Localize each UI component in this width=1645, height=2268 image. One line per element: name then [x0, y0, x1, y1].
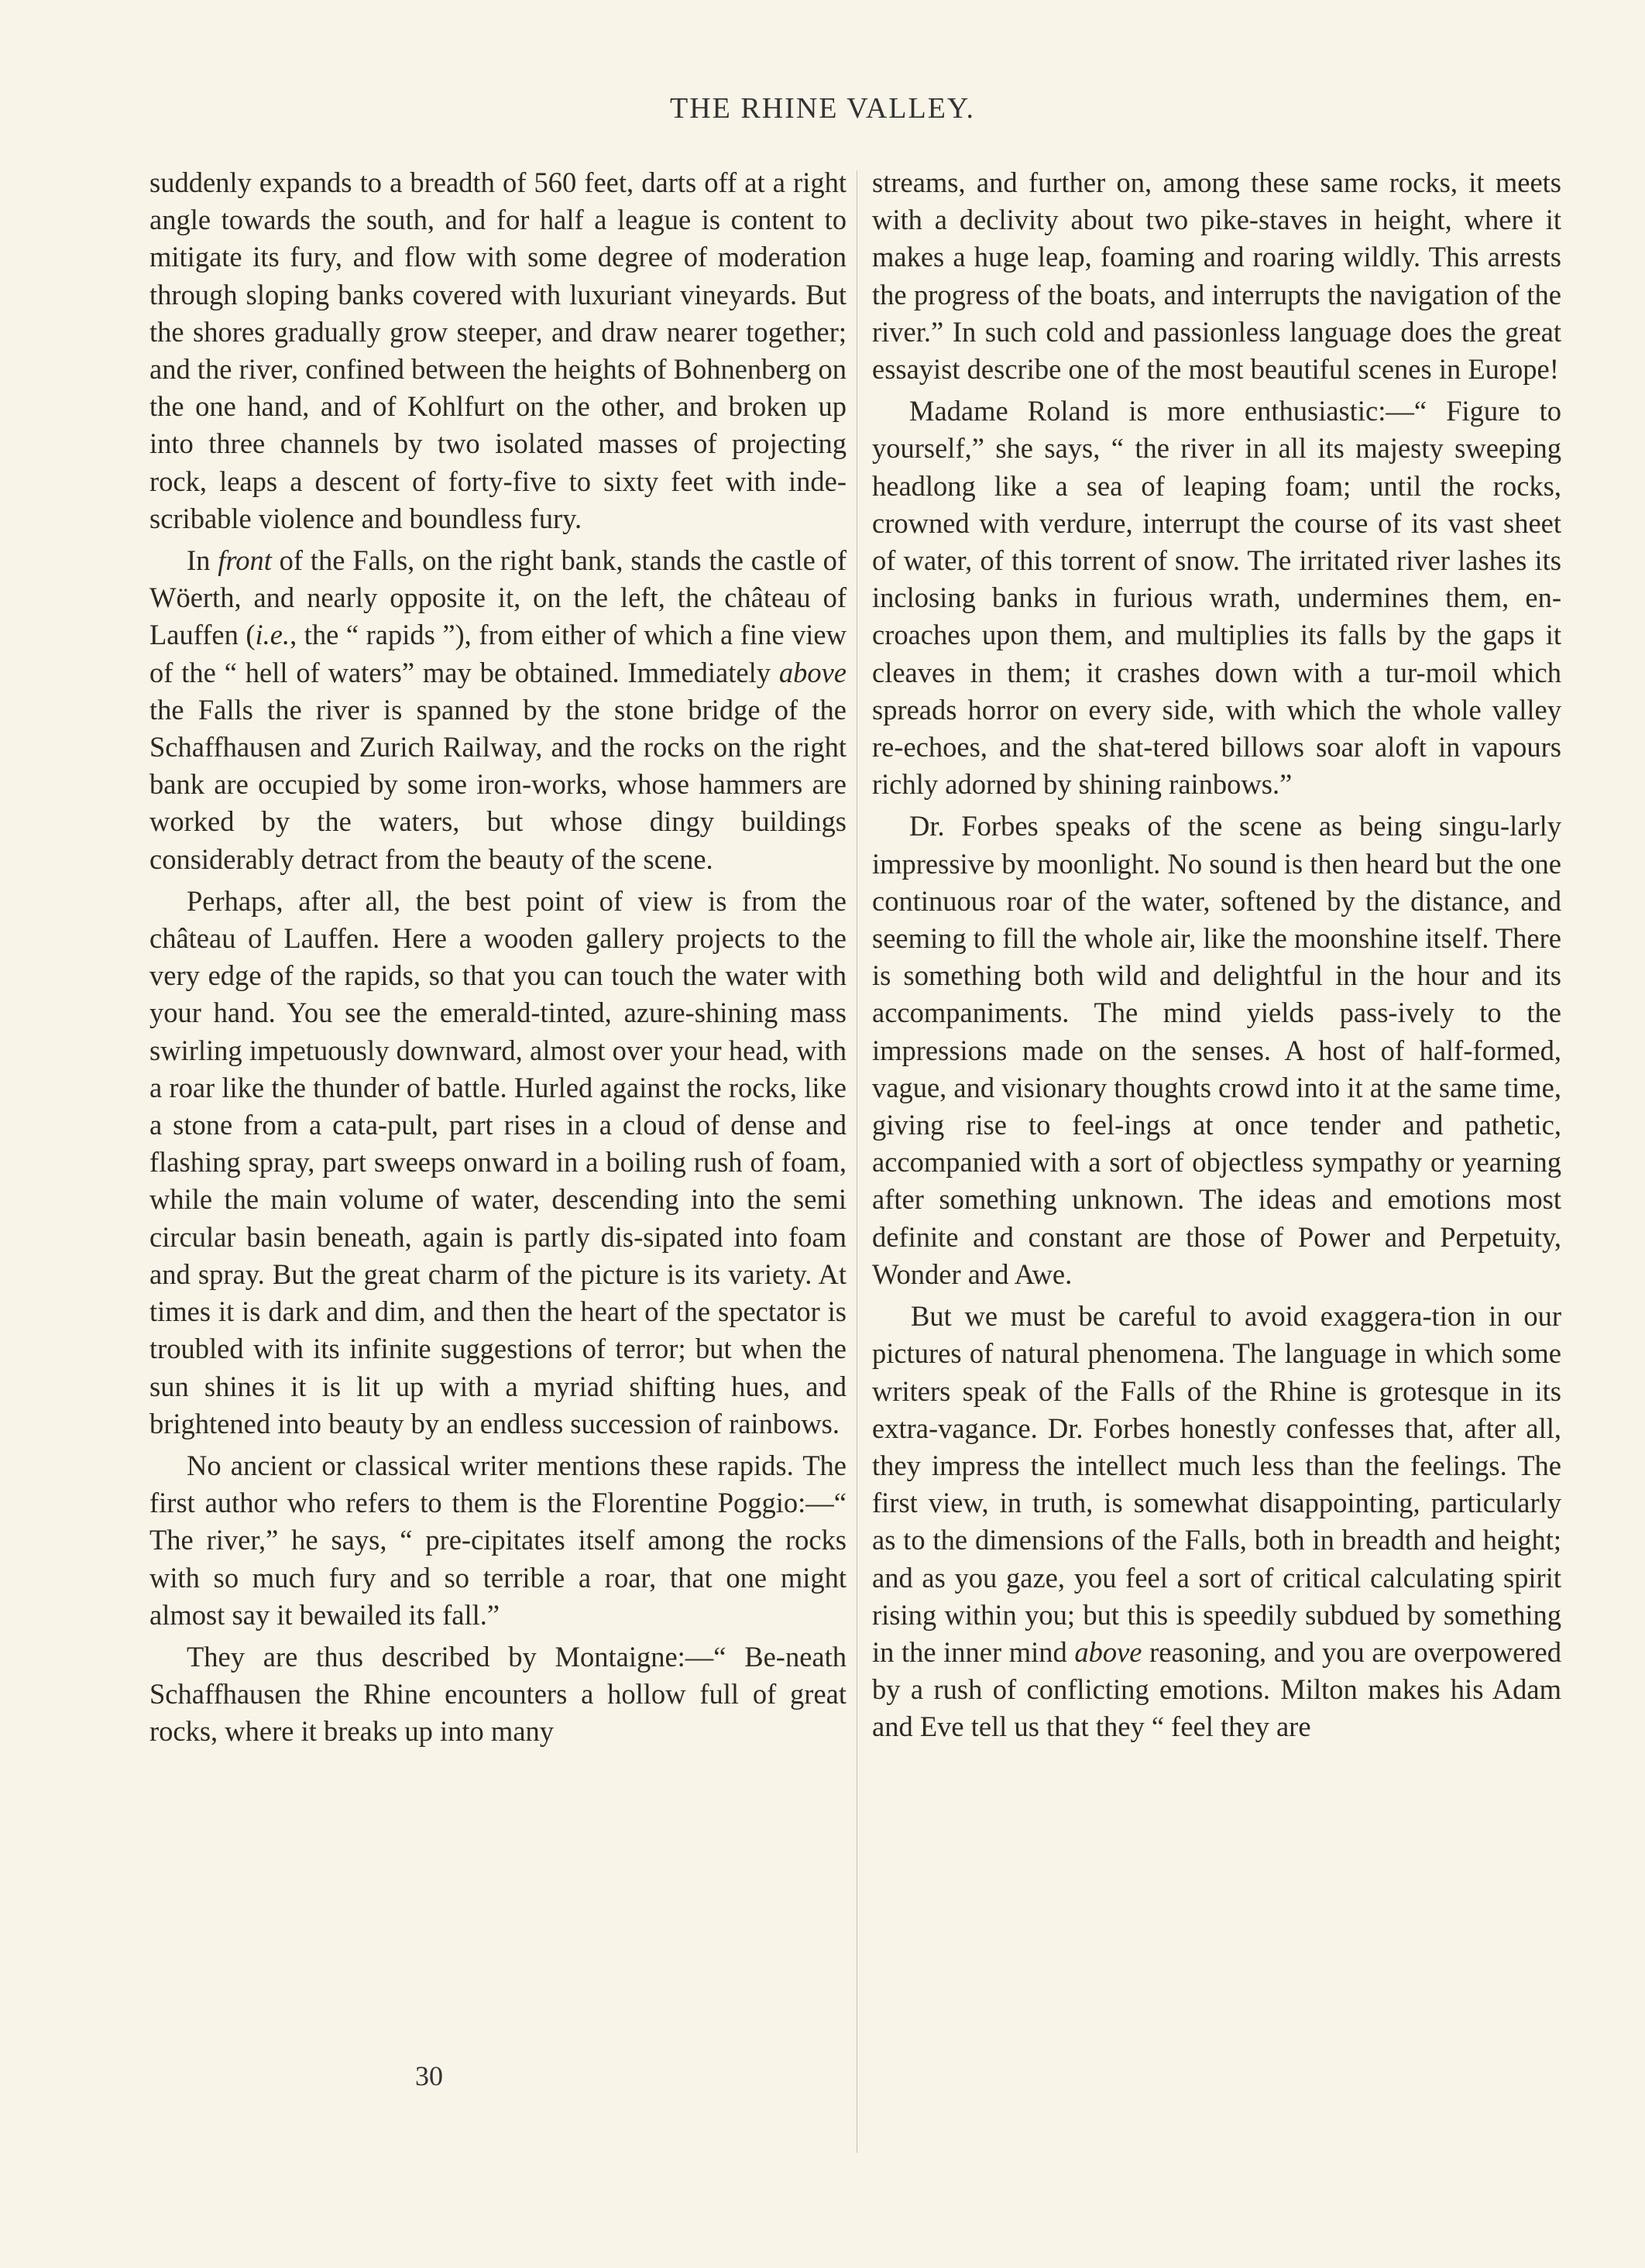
paragraph-montaigne: They are thus described by Montaigne:—“ Be-neath Schaffhausen the Rhine encounters a hollow full of great rocks, where it breaks up into many — [149, 1640, 847, 1748]
paragraph-continuation: suddenly expands to a breadth of 560 feet, darts off at a right angle towards the south, and for half a league is content to mitigate its fury, and flow with some degree of moderation through sloping banks covered with luxuriant vineyards. But the shores gradually grow steeper, and draw nearer together; and the river, confined between the heights of Bohnenberg on the one hand, and of Kohlfurt on the other, and broken up into three channels by two isolated masses of projecting rock, leaps a descent of forty-five to sixty feet with inde-scribable violence and boundless fury. — [149, 166, 847, 534]
paragraph-exaggeration: But we must be careful to avoid exaggera-tion in our pictures of natural phenomena. The language in which some writers speak of the Falls of the Rhine is grotesque in its extra-vagance. Dr. Forbes honestly confesses that, after all, they impress the intellect much less than the feelings. The first view, in truth, is somewhat disappointing, particularly as to the dimensions of the Falls, both in breadth and height; and as you gaze, you feel a sort of critical calculating spirit rising within you; but this is speedily subdued by something in the inner mind above reasoning, and you are overpowered by a rush of conflicting emotions. Milton makes his Adam and Eve tell us that they “ feel they are — [872, 1300, 1561, 1743]
paragraph-best-view: Perhaps, after all, the best point of view is from the château of Lauffen. Here a wooden gallery projects to the very edge of the rapids, so that you can touch the water with your hand. You see the emerald-tinted, azure-shining mass swirling impetuously downward, almost over your head, with a roar like the thunder of battle. Hurled against the rocks, like a stone from a cata-pult, part rises in a cloud of dense and flashing spray, part sweeps onward in a boiling rush of foam, while the main volume of water, descending into the semi circular basin beneath, again is partly dis-sipated into foam and spray. But the great charm of the picture is its variety. At times it is dark and dim, and then the heart of the spectator is troubled with its infinite suggestions of terror; but when the sun shines it is lit up with a myriad shifting hues, and brightened into beauty by an endless succession of rainbows. — [149, 884, 847, 1439]
paragraph-dr-forbes: Dr. Forbes speaks of the scene as being singu-larly impressive by moonlight. No sound is then heard but the one continuous roar of the water, softened by the distance, and seeming to fill the whole air, like the moonshine itself. There is something both wild and delightful in the hour and its accompaniments. The mind yields pass-ively to the impressions made on the senses. A host of half-formed, vague, and visionary thoughts crowd into it at the same time, giving rise to feel-ings at once tender and pathetic, accompanied with a sort of objectless sympathy or yearning after something unknown. The ideas and emotions most definite and constant are those of Power and Perpetuity, Wonder and Awe. — [872, 810, 1562, 1290]
left-column — [149, 164, 847, 1751]
running-header: THE RHINE VALLEY. — [670, 92, 975, 125]
paragraph-montaigne-continued: streams, and further on, among these same rocks, it meets with a declivity about two pike-staves in height, where it makes a huge leap, foaming and roaring wildly. This arrests the progress of the boats, and interrupts the navigation of the river.” In such cold and passionless language does the great essayist describe one of the most beautiful scenes in Europe! — [872, 166, 1561, 386]
right-column — [872, 164, 1561, 1746]
paragraph-falls-castles: In front of the Falls, on the right bank, stands the castle of Wöerth, and nearly opposite it, on the left, the château of Lauffen (i.e., the “ rapids ”), from either of which a fine view of the “ hell of waters” may be obtained. Immediately above the Falls the river is spanned by the stone bridge of the Schaffhausen and Zurich Railway, and the rocks on the right bank are occupied by some iron-works, whose hammers are worked by the waters, but whose dingy buildings considerably detract from the beauty of the scene. — [149, 544, 847, 875]
paragraph-madame-roland: Madame Roland is more enthusiastic:—“ Figure to yourself,” she says, “ the river in all its majesty sweeping headlong like a sea of leaping foam; until the rocks, crowned with verdure, interrupt the course of its vast sheet of water, of this torrent of snow. The irritated river lashes its inclosing banks in furious wrath, undermines them, en-croaches upon them, and multiplies its falls by the gaps it cleaves in them; it crashes down with a tur-moil which spreads horror on every side, with which the whole valley re-echoes, and the shat-tered billows soar aloft in vapours richly adorned by shining rainbows.” — [872, 395, 1561, 801]
paragraph-poggio: No ancient or classical writer mentions these rapids. The first author who refers to them is the Florentine Poggio:—“ The river,” he says, “ pre-cipitates itself among the rocks with so much fury and so terrible a roar, that one might almost say it bewailed its fall.” — [149, 1449, 847, 1631]
page-number: 30 — [415, 2060, 443, 2091]
